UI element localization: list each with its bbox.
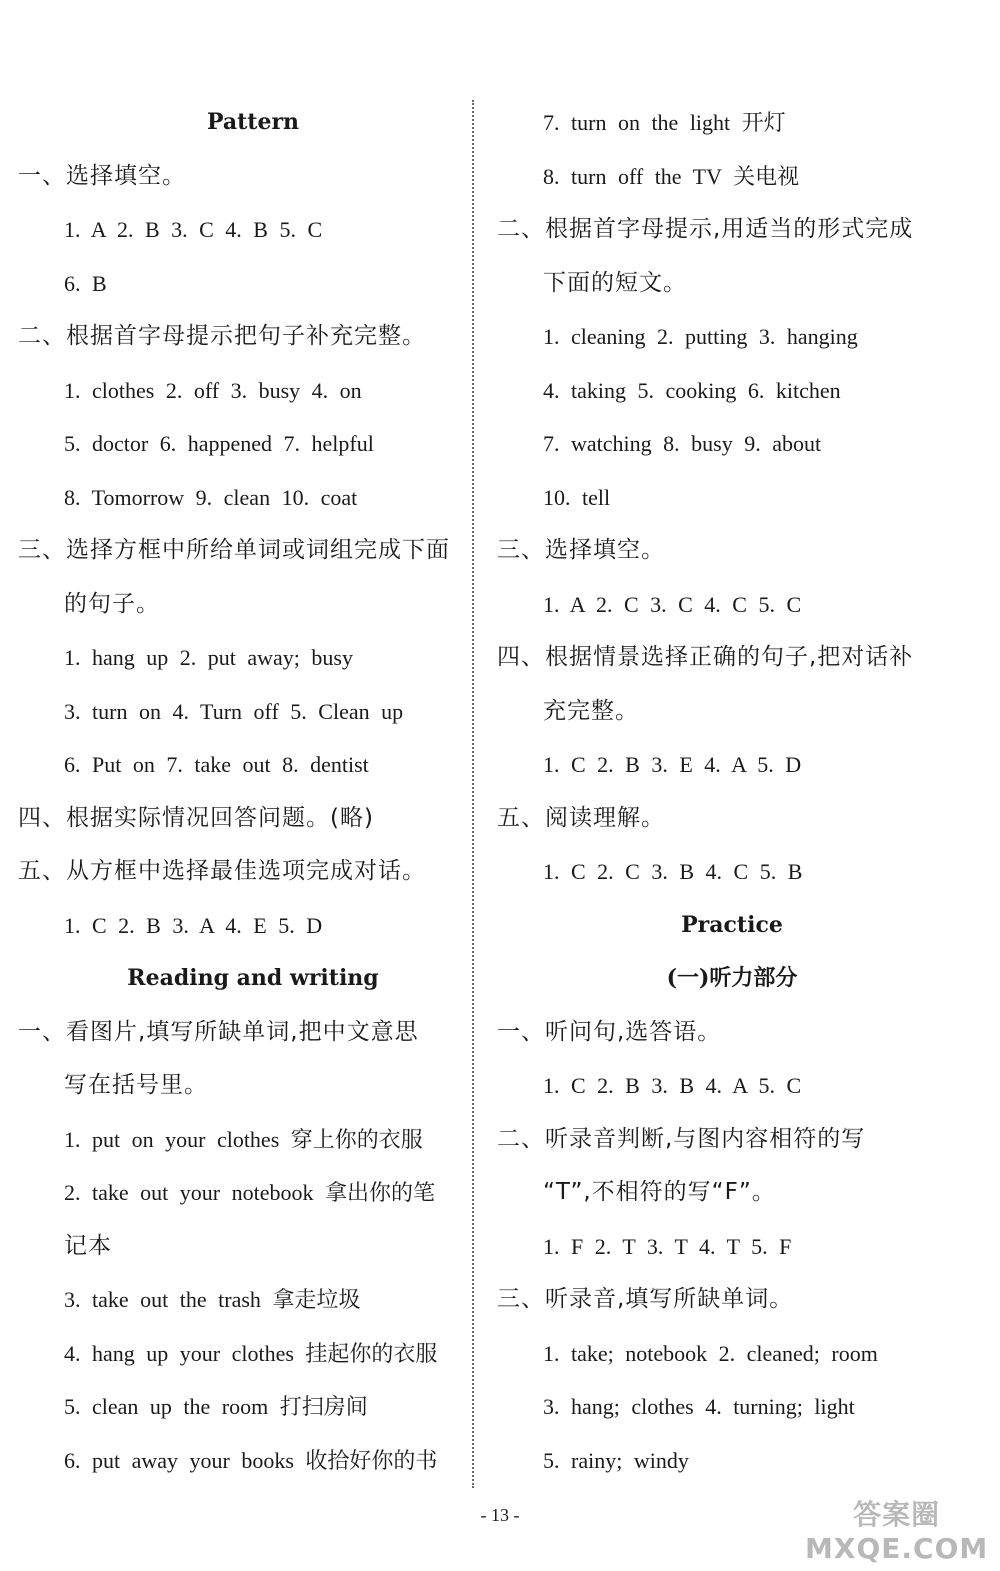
answer-line: 8. turn off the TV 关电视 <box>543 163 800 189</box>
watermark-logo-text: 答案圈 <box>853 1498 941 1531</box>
question-heading: 四、根据实际情况回答问题。(略) <box>18 804 374 831</box>
watermark-site: MXQE.COM <box>805 1532 989 1565</box>
answer-line: 3. turn on 4. Turn off 5. Clean up <box>64 698 404 724</box>
heading-continuation: 充完整。 <box>543 697 639 724</box>
right-column <box>497 96 967 1487</box>
answer-line: 3. hang; clothes 4. turning; light <box>543 1394 855 1419</box>
heading-continuation: “T”,不相符的写“F”。 <box>543 1179 776 1205</box>
answer-line: 10. tell <box>543 484 611 510</box>
section-title: Practice <box>681 911 783 938</box>
question-heading: 一、听问句,选答语。 <box>497 1018 722 1045</box>
question-heading: 一、看图片,填写所缺单词,把中文意思 <box>18 1018 419 1045</box>
question-heading: 一、选择填空。 <box>18 162 186 189</box>
answer-line: 1. A 2. C 3. C 4. C 5. C <box>543 591 802 617</box>
answer-line: 8. Tomorrow 9. clean 10. coat <box>64 484 358 510</box>
question-heading: 五、从方框中选择最佳选项完成对话。 <box>18 858 426 884</box>
answer-line: 1. take; notebook 2. cleaned; room <box>543 1340 878 1366</box>
page-number: - 13 - <box>480 1505 520 1525</box>
answer-line: 4. taking 5. cooking 6. kitchen <box>543 377 841 403</box>
watermark-logo <box>805 1498 988 1566</box>
answer-line: 1. C 2. C 3. B 4. C 5. B <box>543 859 803 884</box>
question-heading: 二、根据首字母提示,用适当的形式完成 <box>497 216 914 242</box>
answer-line: 3. take out the trash 拿走垃圾 <box>64 1287 361 1312</box>
answer-line: 1. C 2. B 3. E 4. A 5. D <box>543 752 802 777</box>
heading-continuation: 的句子。 <box>64 590 160 617</box>
answer-line: 6. B <box>64 270 107 296</box>
heading-continuation: 下面的短文。 <box>543 269 687 296</box>
answer-line: 1. A 2. B 3. C 4. B 5. C <box>64 217 323 242</box>
left-column <box>18 96 488 1487</box>
question-heading: 四、根据情景选择正确的句子,把对话补 <box>497 644 914 670</box>
answer-line: 1. C 2. B 3. B 4. A 5. C <box>543 1073 802 1098</box>
answer-line: 1. cleaning 2. putting 3. hanging <box>543 324 858 349</box>
section-title: Pattern <box>206 109 300 135</box>
question-heading: 二、根据首字母提示把句子补充完整。 <box>18 323 426 349</box>
answer-line: 6. put away your books 收拾好你的书 <box>64 1447 438 1473</box>
heading-continuation: 写在括号里。 <box>64 1072 208 1098</box>
answer-line: 1. put on your clothes 穿上你的衣服 <box>64 1126 423 1152</box>
answer-line: 4. hang up your clothes 挂起你的衣服 <box>64 1340 438 1366</box>
answer-line: 5. clean up the room 打扫房间 <box>64 1394 368 1419</box>
answer-line: 1. clothes 2. off 3. busy 4. on <box>64 377 362 403</box>
answer-line: 7. watching 8. busy 9. about <box>543 431 822 456</box>
answer-line: 6. Put on 7. take out 8. dentist <box>64 752 369 777</box>
section-title: Reading and writing <box>127 965 379 991</box>
question-heading: 二、听录音判断,与图内容相符的写 <box>497 1125 866 1152</box>
section-title: (一)听力部分 <box>666 965 798 991</box>
answer-line: 5. doctor 6. happened 7. helpful <box>64 431 374 456</box>
answer-line: 2. take out your notebook 拿出你的笔 <box>64 1180 435 1205</box>
column-divider <box>472 100 474 1488</box>
heading-continuation: 记本 <box>64 1232 112 1259</box>
answer-line: 5. rainy; windy <box>543 1447 689 1473</box>
answer-line: 1. hang up 2. put away; busy <box>64 645 353 670</box>
answer-line: 7. turn on the light 开灯 <box>543 110 786 135</box>
question-heading: 五、阅读理解。 <box>497 804 665 831</box>
question-heading: 三、选择方框中所给单词或词组完成下面 <box>18 537 450 563</box>
answer-line: 1. F 2. T 3. T 4. T 5. F <box>543 1233 792 1259</box>
question-heading: 三、选择填空。 <box>497 537 665 563</box>
answer-line: 1. C 2. B 3. A 4. E 5. D <box>64 912 323 938</box>
question-heading: 三、听录音,填写所缺单词。 <box>497 1286 794 1312</box>
